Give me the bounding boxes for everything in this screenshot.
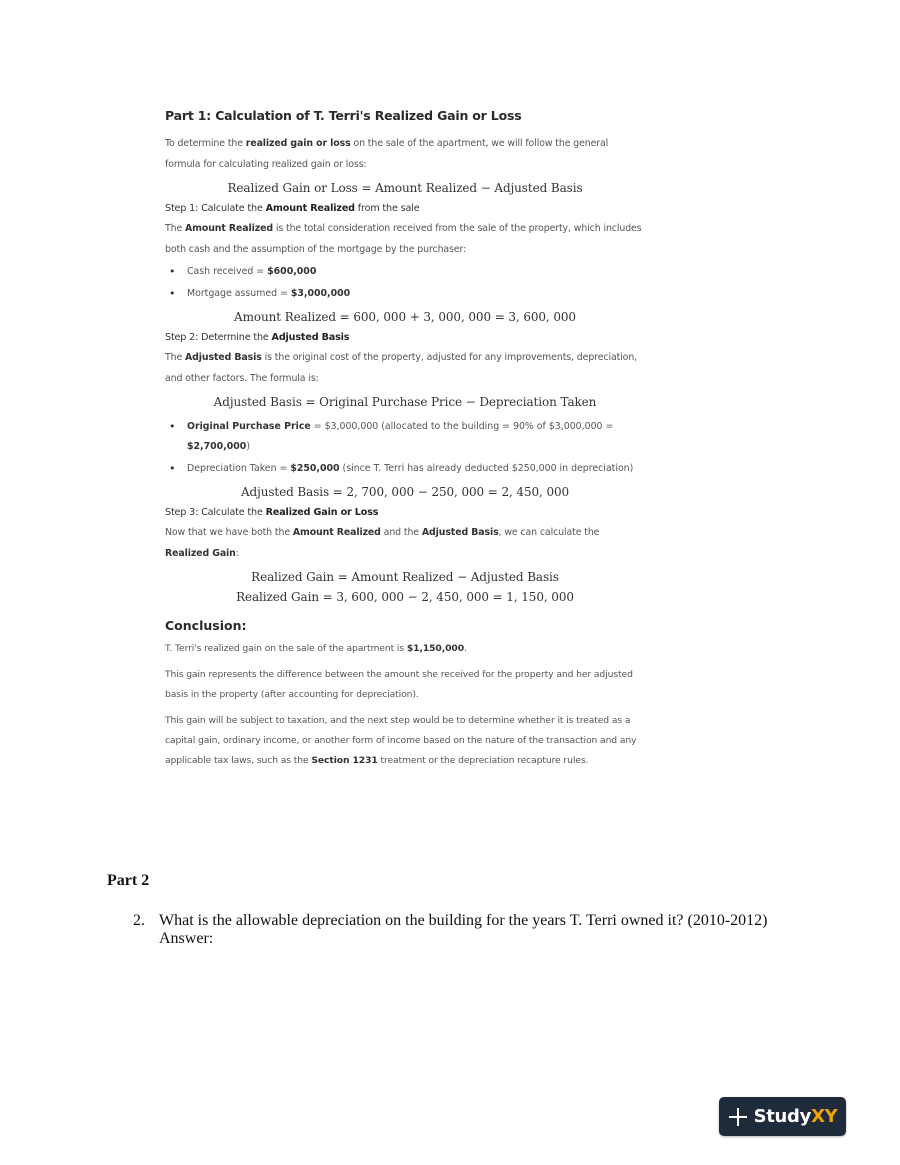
conclusion-heading: Conclusion:: [165, 618, 247, 633]
question-number: 2.: [133, 912, 145, 929]
question-text: What is the allowable depreciation on the building for the years T. Terri owned it? (2010-2012): [159, 912, 768, 929]
list-item: • Mortgage assumed = $3,000,000: [165, 284, 645, 304]
step1-description: The Amount Realized is the total consideration received from the sale of the property, which includes both cash and the assumption of the mortgage by the purchaser:: [165, 223, 642, 255]
step2-heading: Step 2: Determine the Adjusted Basis: [165, 332, 350, 343]
formula-adjusted-basis: Adjusted Basis = Original Purchase Price − Depreciation Taken: [213, 395, 597, 409]
conclusion-paragraph: This gain represents the difference between the amount she received for the property and her adjusted basis in the property (after accounting for depreciation).: [165, 669, 633, 700]
answer-label: Answer:: [159, 930, 214, 947]
step3-heading: Step 3: Calculate the Realized Gain or Loss: [165, 507, 379, 518]
list-item: • Original Purchase Price = $3,000,000 (allocated to the building = 90% of $3,000,000 = $2,700,000): [165, 417, 645, 457]
part1-title: Part 1: Calculation of T. Terri's Realized Gain or Loss: [165, 108, 522, 123]
formula-adjusted-basis-values: Adjusted Basis = 2, 700, 000 − 250, 000 = 2, 450, 000: [240, 485, 570, 499]
embedded-answer-screenshot: [165, 108, 645, 777]
step2-bullets: [165, 417, 645, 479]
step3-description: Now that we have both the Amount Realized and the Adjusted Basis, we can calculate the Realized Gain:: [165, 527, 600, 559]
step1-heading: Step 1: Calculate the Amount Realized from the sale: [165, 203, 420, 214]
list-item: • Cash received = $600,000: [165, 262, 645, 282]
list-item: • Depreciation Taken = $250,000 (since T. Terri has already deducted $250,000 in depreciation): [165, 459, 645, 479]
part2-heading: Part 2: [107, 872, 150, 889]
formula-amount-realized: Amount Realized = 600, 000 + 3, 000, 000 = 3, 600, 000: [234, 310, 576, 324]
question-item: [133, 912, 813, 948]
step1-bullets: [165, 262, 645, 304]
studyxy-logo: [719, 1097, 846, 1136]
formula-realized-gain-values: Realized Gain = 3, 600, 000 − 2, 450, 000 = 1, 150, 000: [236, 590, 574, 604]
conclusion-paragraph: This gain will be subject to taxation, and the next step would be to determine whether it is treated as a capital gain, ordinary income, or another form of income based on the nature of the transaction and any applicable tax laws, such as the Section 1231 treatment or the depreciation recapture rules.: [165, 715, 637, 766]
formula-main: Realized Gain or Loss = Amount Realized − Adjusted Basis: [227, 181, 583, 195]
logo-wordmark: StudyXY: [753, 1106, 838, 1127]
plus-icon: [728, 1107, 748, 1127]
conclusion-paragraph: T. Terri's realized gain on the sale of the apartment is $1,150,000.: [165, 643, 467, 654]
step2-description: The Adjusted Basis is the original cost of the property, adjusted for any improvements, depreciation, and other factors. The formula is:: [165, 352, 638, 384]
intro-paragraph: To determine the realized gain or loss on the sale of the apartment, we will follow the general formula for calculating realized gain or loss:: [165, 138, 609, 170]
formula-realized-gain: Realized Gain = Amount Realized − Adjusted Basis: [251, 570, 559, 584]
